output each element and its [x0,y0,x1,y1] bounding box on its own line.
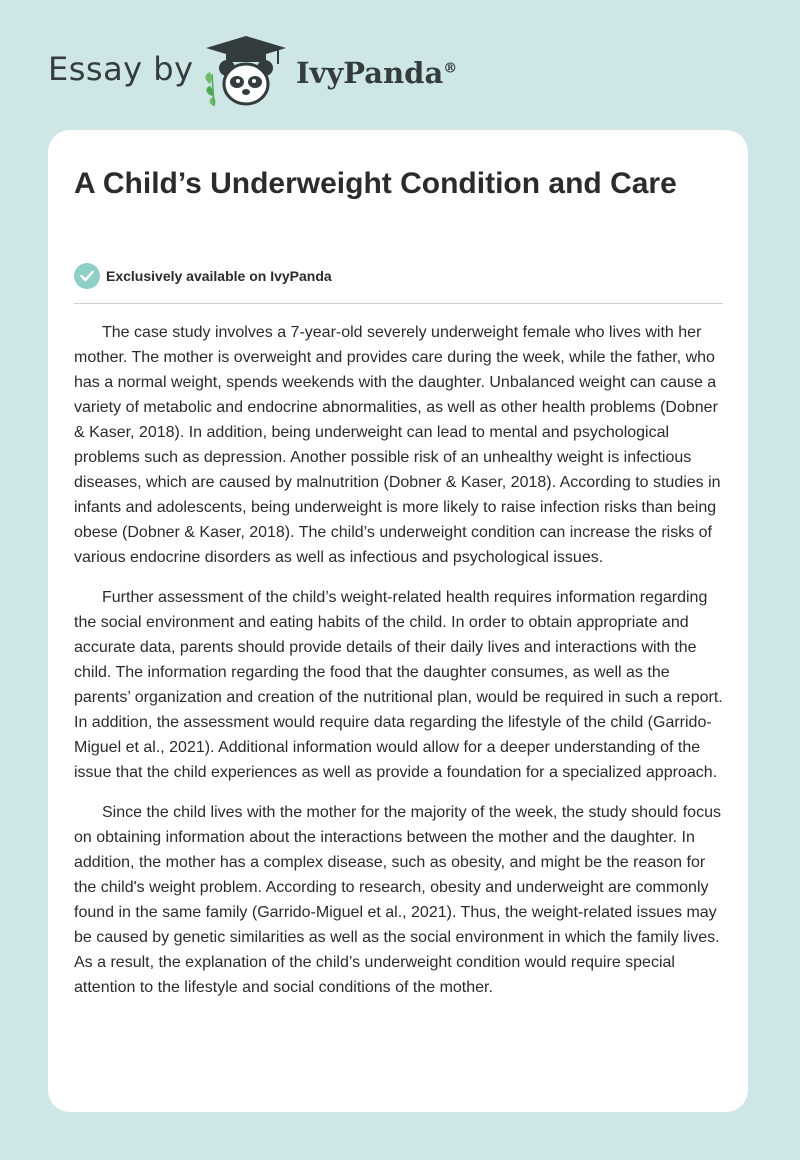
essay-title: A Child’s Underweight Condition and Care [74,167,677,200]
exclusive-badge [74,263,332,289]
essay-body [74,320,726,1015]
registered-mark: ® [443,60,458,77]
title-divider [74,303,723,304]
essay-by-label: Essay by [48,50,194,88]
site-header [0,0,800,130]
essay-paragraph: Further assessment of the child’s weight-related health requires information regarding the social environment and eating habits of the child. In order to obtain appropriate and accurate data, parents should provide details of their daily lives and interactions with the child. The information regarding the food that the daughter consumes, as well as the parents’ organization and creation of the nutritional plan, would be required in such a report. In addition, the assessment would require data regarding the lifestyle of the child (Garrido-Miguel et al., 2021). Additional information would allow for a deeper understanding of the issue that the child experiences as well as provide a foundation for a specialized approach. [74,589,723,781]
panda-logo-icon [200,34,292,108]
essay-paragraph: The case study involves a 7-year-old severely underweight female who lives with her mother. The mother is overweight and provides care during the week, while the father, who has a normal weight, spends weekends with the daughter. Unbalanced weight can cause a variety of metabolic and endocrine abnormalities, as well as other health problems (Dobner & Kaser, 2018). In addition, being underweight can lead to mental and psychological problems such as depression. Another possible risk of an unhealthy weight is infectious diseases, which are caused by malnutrition (Dobner & Kaser, 2018). According to studies in infants and adolescents, being underweight is more likely to raise infection risks than being obese (Dobner & Kaser, 2018). The child’s underweight condition can increase the risks of various endocrine disorders as well as infectious and psychological issues. [74,324,721,566]
exclusive-badge-label: Exclusively available on IvyPanda [106,268,332,284]
essay-card [48,130,748,1112]
essay-paragraph: Since the child lives with the mother for the majority of the week, the study should focus on obtaining information about the interactions between the mother and the daughter. In addition, the mother has a complex disease, such as obesity, and might be the reason for the child's weight problem. According to research, obesity and underweight are commonly found in the same family (Garrido-Miguel et al., 2021). Thus, the weight-related issues may be caused by genetic similarities as well as the social environment in which the family lives. As a result, the explanation of the child’s underweight condition would require special attention to the lifestyle and social conditions of the mother. [74,804,721,996]
check-circle-icon [74,263,100,289]
brand-name: IvyPanda® [296,56,458,90]
